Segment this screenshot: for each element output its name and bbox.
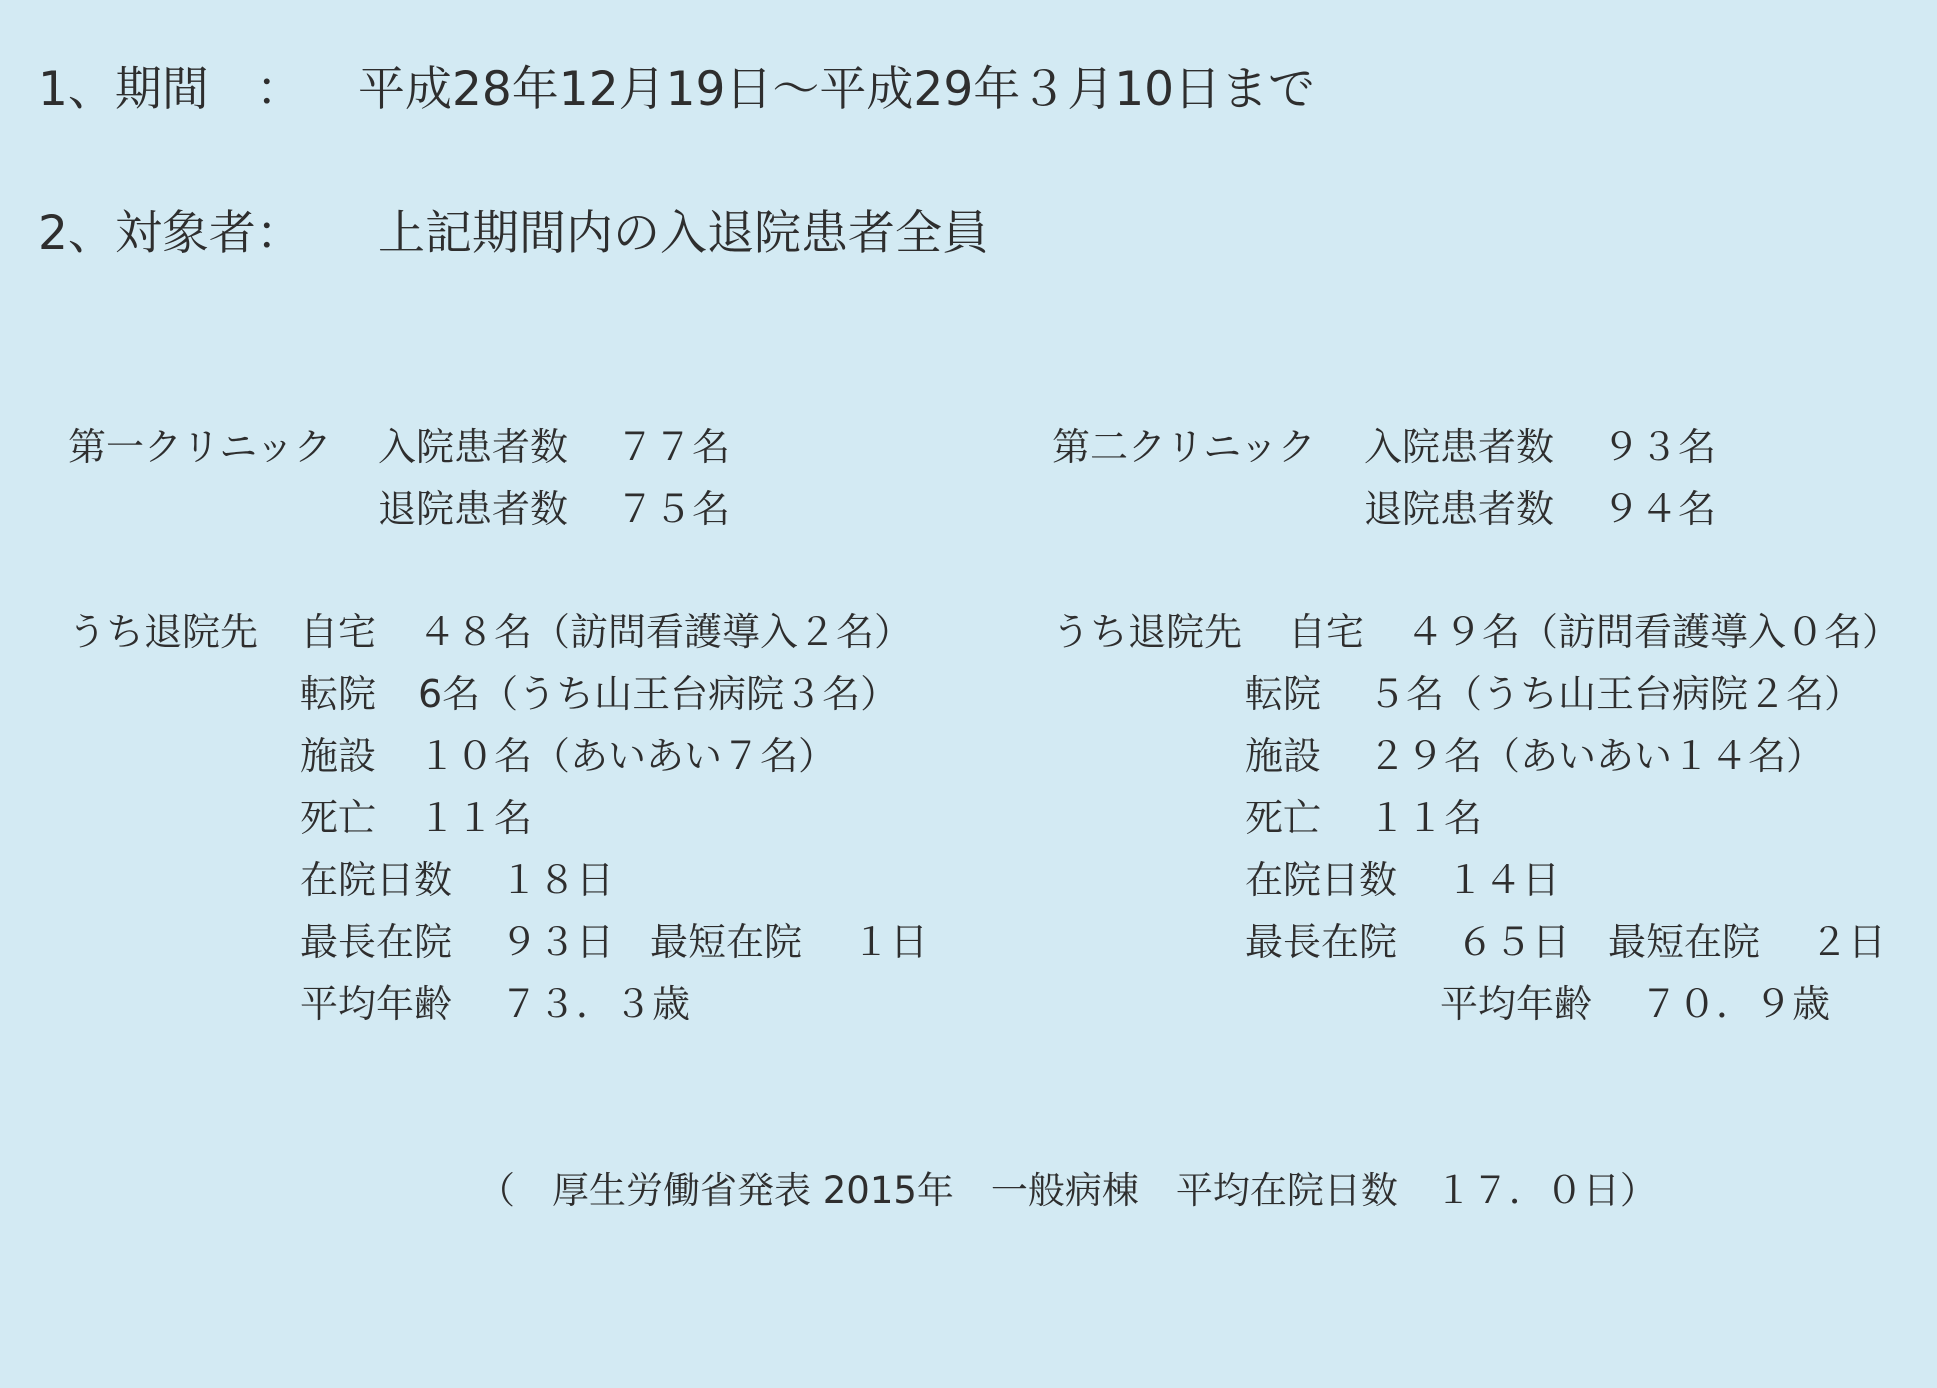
clinic1-admissions-value: ７７名 [616, 425, 731, 469]
clinic2-longest-label: 最長在院 [1245, 920, 1398, 964]
clinic2-transfer-label: 転院 [1245, 672, 1322, 716]
clinic1-name: 第一クリニック [68, 425, 332, 469]
clinic1-transfer-label: 転院 [300, 672, 377, 716]
clinic1-transfer-value: 6名（うち山王台病院３名） [418, 672, 899, 716]
clinic1-shortest-value: １日 [852, 920, 929, 964]
clinic2-stay-value: １４日 [1446, 858, 1561, 902]
clinic1-discharges-value: ７５名 [616, 487, 731, 531]
clinic2-home-label: 自宅 [1288, 610, 1365, 654]
clinic1-longest-value: ９３日 [500, 920, 615, 964]
subject-label: 2、対象者： [38, 206, 303, 261]
clinic1-home-label: 自宅 [300, 610, 377, 654]
clinic1-age-value: ７３．３歳 [500, 982, 691, 1026]
footnote: （ 厚生労働省発表 2015年 一般病棟 平均在院日数 １７．０日） [478, 1169, 1657, 1212]
clinic2-discharges-value: ９４名 [1602, 487, 1717, 531]
clinic2-destinations-label: うち退院先 [1052, 610, 1243, 654]
clinic2-shortest-value: ２日 [1810, 920, 1887, 964]
clinic1-admissions-label: 入院患者数 [378, 425, 569, 469]
clinic1-facility-label: 施設 [300, 734, 377, 778]
subject-value: 上記期間内の入退院患者全員 [378, 206, 989, 261]
clinic2-transfer-value: ５名（うち山王台病院２名） [1368, 672, 1863, 716]
clinic1-death-label: 死亡 [300, 796, 377, 840]
clinic1-stay-value: １８日 [500, 858, 615, 902]
clinic2-death-label: 死亡 [1245, 796, 1322, 840]
clinic2-admissions-label: 入院患者数 [1364, 425, 1555, 469]
period-value: 平成28年12月19日～平成29年３月10日まで [358, 62, 1316, 117]
clinic1-stay-label: 在院日数 [300, 858, 453, 902]
clinic2-death-value: １１名 [1368, 796, 1483, 840]
clinic1-discharges-label: 退院患者数 [378, 487, 569, 531]
clinic1-shortest-label: 最短在院 [650, 920, 803, 964]
clinic2-shortest-label: 最短在院 [1608, 920, 1761, 964]
clinic2-admissions-value: ９３名 [1602, 425, 1717, 469]
clinic2-home-value: ４９名（訪問看護導入０名） [1406, 610, 1901, 654]
period-label: 1、期間 ： [38, 62, 303, 117]
clinic1-facility-value: １０名（あいあい７名） [418, 734, 837, 778]
clinic2-facility-value: ２９名（あいあい１４名） [1368, 734, 1825, 778]
clinic1-home-value: ４８名（訪問看護導入２名） [418, 610, 913, 654]
clinic2-longest-value: ６５日 [1456, 920, 1571, 964]
clinic2-stay-label: 在院日数 [1245, 858, 1398, 902]
clinic2-age-label: 平均年齢 [1440, 982, 1593, 1026]
clinic2-name: 第二クリニック [1052, 425, 1316, 469]
clinic2-discharges-label: 退院患者数 [1364, 487, 1555, 531]
clinic1-longest-label: 最長在院 [300, 920, 453, 964]
clinic1-destinations-label: うち退院先 [68, 610, 259, 654]
clinic1-death-value: １１名 [418, 796, 533, 840]
clinic1-age-label: 平均年齢 [300, 982, 453, 1026]
clinic2-facility-label: 施設 [1245, 734, 1322, 778]
clinic2-age-value: ７０．９歳 [1640, 982, 1831, 1026]
